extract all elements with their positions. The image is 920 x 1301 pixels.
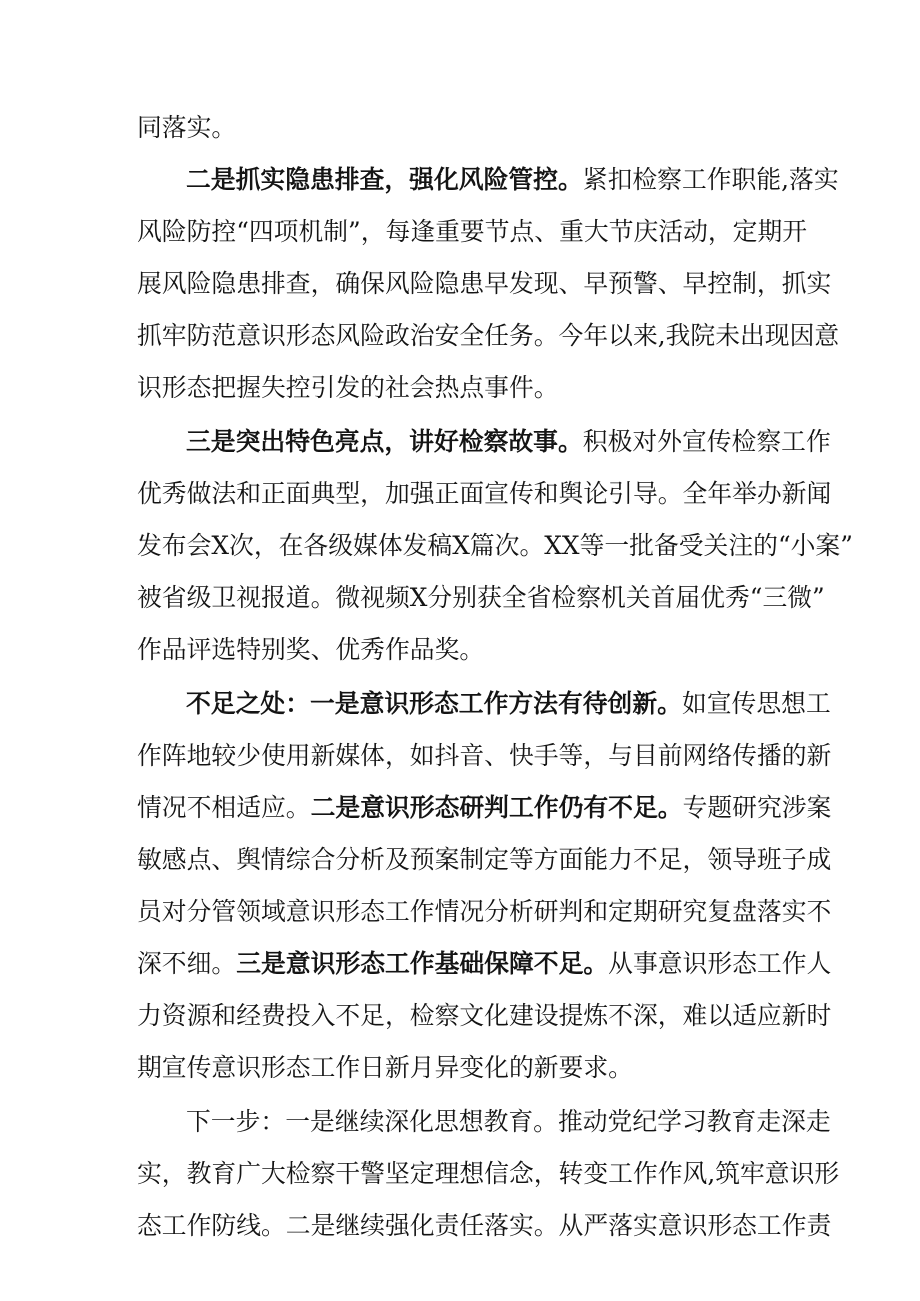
text-line	[137, 260, 832, 308]
text-line	[137, 626, 791, 674]
text-segment: 同落实。	[137, 113, 237, 142]
text-segment: 实，教育广大检察干警坚定理想信念，转变工作作风,筑牢意识形	[137, 1159, 840, 1188]
text-segment: 力资源和经费投入不足，检察文化建设提炼不深，难以适应新时	[137, 1001, 832, 1030]
text-line	[186, 418, 831, 466]
text-line	[137, 574, 825, 622]
text-segment: 作品评选特别奖、优秀作品奖。	[137, 635, 485, 664]
text-segment: 展风险隐患排查，确保风险隐患早发现、早预警、早控制，抓实	[137, 269, 832, 298]
text-line	[137, 312, 840, 360]
text-segment: 如宣传思想工	[681, 689, 831, 718]
text-segment: 紧扣检察工作职能,落实	[582, 165, 839, 194]
text-segment: 优秀做法和正面典型，加强正面宣传和舆论引导。全年举办新闻	[137, 479, 832, 508]
text-segment: 情况不相适应。	[137, 793, 311, 822]
text-segment: 发布会X次，在各级媒体发稿X篇次。XX等一批备受关注的“小案”	[137, 531, 853, 560]
text-segment: 敏感点、舆情综合分析及预案制定等方面能力不足，领导班子成	[137, 845, 832, 874]
text-segment: 期宣传意识形态工作日新月异变化的新要求。	[137, 1053, 633, 1082]
text-segment: 从事意识形态工作人	[608, 949, 832, 978]
text-line	[137, 940, 832, 988]
text-segment: 态工作防线。二是继续强化责任落实。从严落实意识形态工作责	[137, 1211, 832, 1240]
text-segment: 专题研究涉案	[682, 793, 832, 822]
text-segment: 深不细。	[137, 949, 237, 978]
section-heading: 二是意识形态研判工作仍有不足。	[310, 793, 683, 822]
text-segment: 识形态把握失控引发的社会热点事件。	[137, 373, 559, 402]
text-line	[137, 522, 853, 570]
text-line	[137, 104, 791, 152]
text-line	[137, 784, 832, 832]
text-segment: 作阵地较少使用新媒体，如抖音、快手等，与目前网络传播的新	[137, 741, 832, 770]
text-segment: 被省级卫视报道。微视频X分别获全省检察机关首届优秀“三微”	[137, 583, 825, 612]
text-segment: 风险防控“四项机制”，每逢重要节点、重大节庆活动，定期开	[137, 217, 808, 246]
text-line	[186, 1098, 831, 1146]
text-segment: 积极对外宣传检察工作	[582, 427, 831, 456]
section-heading: 三是意识形态工作基础保障不足。	[236, 949, 609, 978]
text-line	[137, 1150, 840, 1198]
text-line	[137, 1202, 832, 1250]
text-line	[137, 470, 832, 518]
text-line	[186, 680, 831, 728]
text-line	[137, 836, 832, 884]
text-line	[186, 156, 839, 204]
section-heading: 二是抓实隐患排查，强化风险管控。	[186, 165, 583, 194]
text-line	[137, 992, 832, 1040]
section-heading: 三是突出特色亮点，讲好检察故事。	[186, 427, 583, 456]
text-segment: 员对分管领域意识形态工作情况分析研判和定期研究复盘落实不	[137, 897, 832, 926]
text-line	[137, 208, 808, 256]
text-line	[137, 888, 832, 936]
text-line	[137, 364, 791, 412]
text-segment: 抓牢防范意识形态风险政治安全任务。今年以来,我院未出现因意	[137, 321, 840, 350]
text-line	[137, 732, 832, 780]
text-segment: 下一步：一是继续深化思想教育。推动党纪学习教育走深走	[186, 1107, 831, 1136]
text-line	[137, 1044, 791, 1092]
section-heading: 不足之处：一是意识形态工作方法有待创新。	[186, 689, 682, 718]
